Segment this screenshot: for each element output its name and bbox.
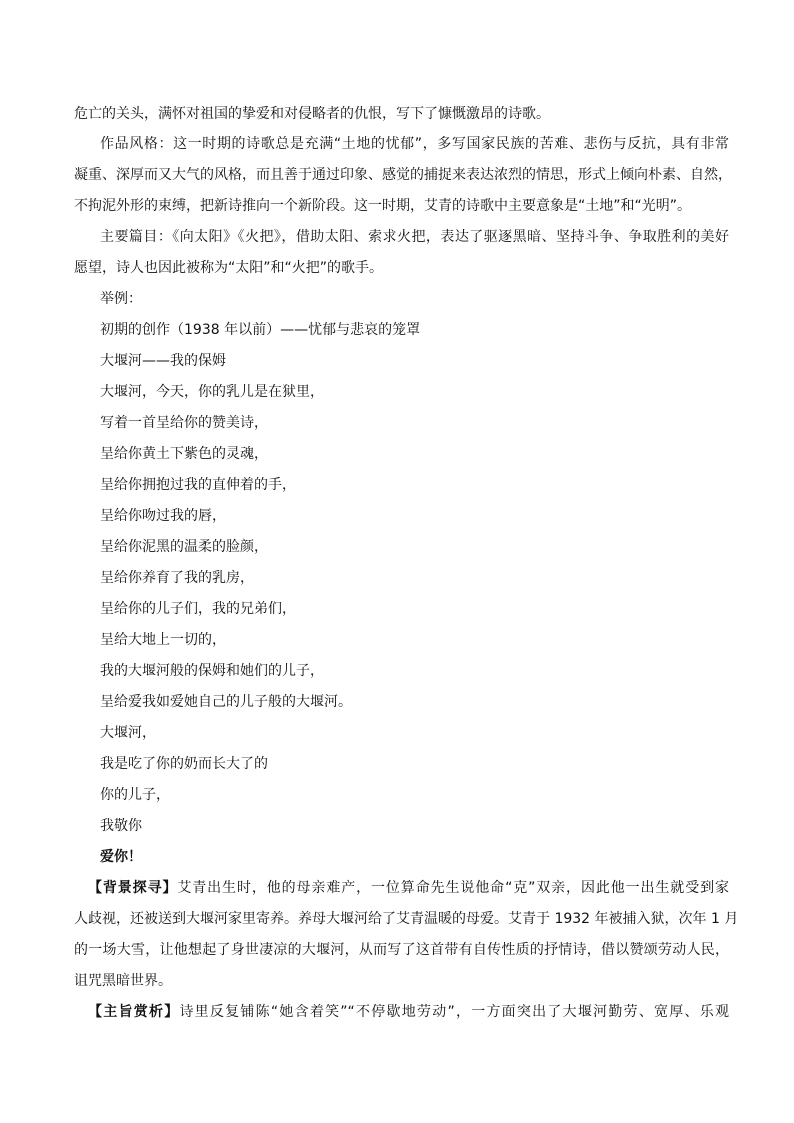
poem-line: 你的儿子，: [100, 787, 170, 803]
theme-paragraph-line: [88, 1002, 729, 1022]
poem-line: 呈给你养育了我的乳房，: [100, 570, 254, 586]
poem-line: 我敬你: [100, 818, 142, 834]
poem-line: 大堰河，今天，你的乳儿是在狱里，: [100, 384, 324, 400]
theme-text: 诗里反复铺陈“她含着笑”“不停歇地劳动”，一方面突出了大堰河勤劳、宽厚、乐观: [179, 1004, 730, 1020]
poem-line: 大堰河，: [100, 725, 156, 741]
poem-line: 呈给你黄土下紫色的灵魂，: [100, 446, 268, 462]
works-paragraph-line: 愿望，诗人也因此被称为“太阳”和“火把”的歌手。: [74, 260, 384, 276]
poem-line: 我的大堰河般的保姆和她们的儿子，: [100, 663, 324, 679]
background-paragraph-line: 人歧视，还被送到大堰河家里寄养。养母大堰河给了艾青温暖的母爱。艾青于 1932 年被捕入狱，次年 1 月: [74, 911, 739, 927]
poem-line: 呈给你泥黑的温柔的脸颜，: [100, 539, 268, 555]
poem-line: 我是吃了你的奶而长大了的: [100, 756, 268, 772]
theme-label: 【主旨赏析】: [88, 1004, 180, 1020]
works-paragraph-line: 主要篇目：《向太阳》《火把》，借助太阳、索求火把，表达了驱逐黑暗、坚持斗争、争取胜利的美好: [100, 229, 729, 245]
background-paragraph-line: 诅咒黑暗世界。: [74, 973, 172, 989]
period-heading: 初期的创作（1938 年以前）——忧郁与悲哀的笼罩: [100, 322, 421, 338]
background-paragraph-line: [88, 878, 729, 898]
poem-line: 呈给你吻过我的唇，: [100, 508, 226, 524]
poem-title: 大堰河——我的保姆: [100, 353, 226, 369]
poem-line: 呈给大地上一切的，: [100, 632, 226, 648]
style-paragraph-line: 不拘泥外形的束缚，把新诗推向一个新阶段。这一时期，艾青的诗歌中主要意象是“土地”和“光明”。: [74, 198, 692, 214]
poem-line: 呈给爱我如爱她自己的儿子般的大堰河。: [100, 694, 352, 710]
background-text: 艾青出生时，他的母亲难产，一位算命先生说他命“克”双亲，因此他一出生就受到家: [177, 880, 729, 896]
poem-line: 呈给你拥抱过我的直伸着的手，: [100, 477, 296, 493]
poem-line: 爱你！: [100, 849, 142, 865]
poem-line: 呈给你的儿子们，我的兄弟们，: [100, 601, 296, 617]
style-paragraph-line: 凝重、深厚而又大气的风格，而且善于通过印象、感觉的捕捉来表达浓烈的情思，形式上倾向朴素、自然，: [74, 167, 732, 183]
background-paragraph-line: 的一场大雪，让他想起了身世凄凉的大堰河，从而写了这首带有自传性质的抒情诗，借以赞颂劳动人民，: [74, 942, 729, 958]
background-label: 【背景探寻】: [88, 880, 178, 896]
example-label: 举例：: [100, 291, 142, 307]
poem-line: 写着一首呈给你的赞美诗，: [100, 415, 268, 431]
style-paragraph-line: 作品风格：这一时期的诗歌总是充满“土地的忧郁”，多写国家民族的苦难、悲伤与反抗，具有非常: [100, 136, 729, 152]
paragraph-line: 危亡的关头，满怀对祖国的挚爱和对侵略者的仇恨，写下了慷慨激昂的诗歌。: [74, 106, 550, 122]
